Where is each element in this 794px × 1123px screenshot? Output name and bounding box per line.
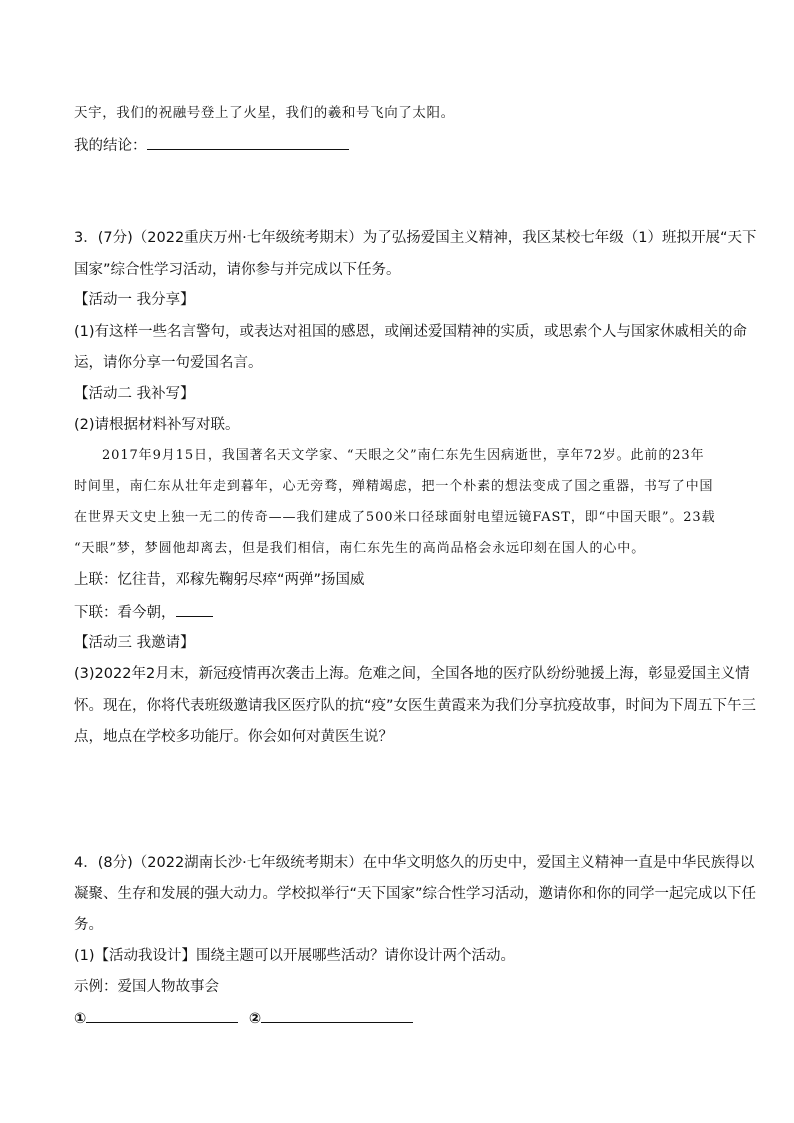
activity-answer-blank-1[interactable] [86, 1008, 238, 1023]
q3-header-line-1: 3．(7分)（2022重庆万州·七年级统考期末）为了弘扬爱国主义精神，我区某校七年级（1）班拟开展“天下 [74, 230, 757, 246]
previous-question-tail: 天宇，我们的祝融号登上了火星，我们的羲和号飞向了太阳。 [74, 105, 455, 121]
q4-example: 示例：爱国人物故事会 [74, 979, 219, 995]
q3-activity2-question: (2)请根据材料补写对联。 [74, 417, 240, 433]
q4-header-line-1: 4．(8分)（2022湖南长沙·七年级统考期末）在中华文明悠久的历史中，爱国主义精神一直是中华民族得以 [74, 855, 755, 871]
q3-activity3-question-line-3: 点，地点在学校多功能厅。你会如何对黄医生说？ [74, 729, 393, 745]
q3-activity1-question-line-1: (1)有这样一些名言警句，或表达对祖国的感恩，或阐述爱国精神的实质，或思索个人与国家休戚相关的命 [74, 324, 748, 340]
q4-header-line-3: 务。 [74, 917, 103, 933]
material-line-3: 在世界天文史上独一无二的传奇——我们建成了500米口径球面射电望远镜FAST，即“中国天眼”。23载 [74, 510, 716, 525]
q3-activity2-title: 【活动二 我补写】 [74, 386, 195, 402]
couplet-lower-line [74, 602, 213, 623]
blank-2-marker: ② [248, 1011, 262, 1027]
couplet-upper: 上联：忆往昔，邓稼先鞠躬尽瘁“两弹”扬国威 [74, 572, 365, 588]
conclusion-label: 我的结论： [74, 138, 147, 154]
q3-activity3-question-line-2: 怀。现在，你将代表班级邀请我区医疗队的抗“疫”女医生黄霞来为我们分享抗疫故事，时间为下周五下午三 [74, 698, 757, 714]
blank-1-marker: ① [74, 1011, 87, 1027]
couplet-lower-blank[interactable] [176, 602, 213, 617]
material-line-1: 2017年9月15日，我国著名天文学家、“天眼之父”南仁东先生因病逝世，享年72岁。此前的23年 [102, 448, 705, 463]
activity-answer-blank-2[interactable] [261, 1008, 413, 1023]
q3-activity3-title: 【活动三 我邀请】 [74, 635, 195, 651]
conclusion-line [74, 135, 349, 156]
q3-activity3-question-line-1: (3)2022年2月末，新冠疫情再次袭击上海。危难之间，全国各地的医疗队纷纷驰援上海，彰显爱国主义情 [74, 666, 750, 682]
q3-activity1-title: 【活动一 我分享】 [74, 292, 195, 308]
q3-header-line-2: 国家”综合性学习活动，请你参与并完成以下任务。 [74, 262, 401, 278]
q4-activity-question: (1)【活动我设计】围绕主题可以开展哪些活动？请你设计两个活动。 [74, 948, 516, 964]
q4-answer-blanks [74, 1008, 413, 1029]
q4-header-line-2: 凝聚、生存和发展的强大动力。学校拟举行“天下国家”综合性学习活动，邀请你和你的同学一起完成以下任 [74, 886, 757, 902]
material-line-2: 时间里，南仁东从壮年走到暮年，心无旁骛，殚精竭虑，把一个朴素的想法变成了国之重器，书写了中国 [74, 479, 714, 494]
material-line-4: “天眼”梦，梦圆他却离去，但是我们相信，南仁东先生的高尚品格会永远印刻在国人的心中。 [74, 541, 646, 556]
couplet-lower-label: 下联：看今朝， [74, 605, 176, 621]
q3-activity1-question-line-2: 运，请你分享一句爱国名言。 [74, 355, 263, 371]
conclusion-answer-blank[interactable] [147, 135, 349, 150]
